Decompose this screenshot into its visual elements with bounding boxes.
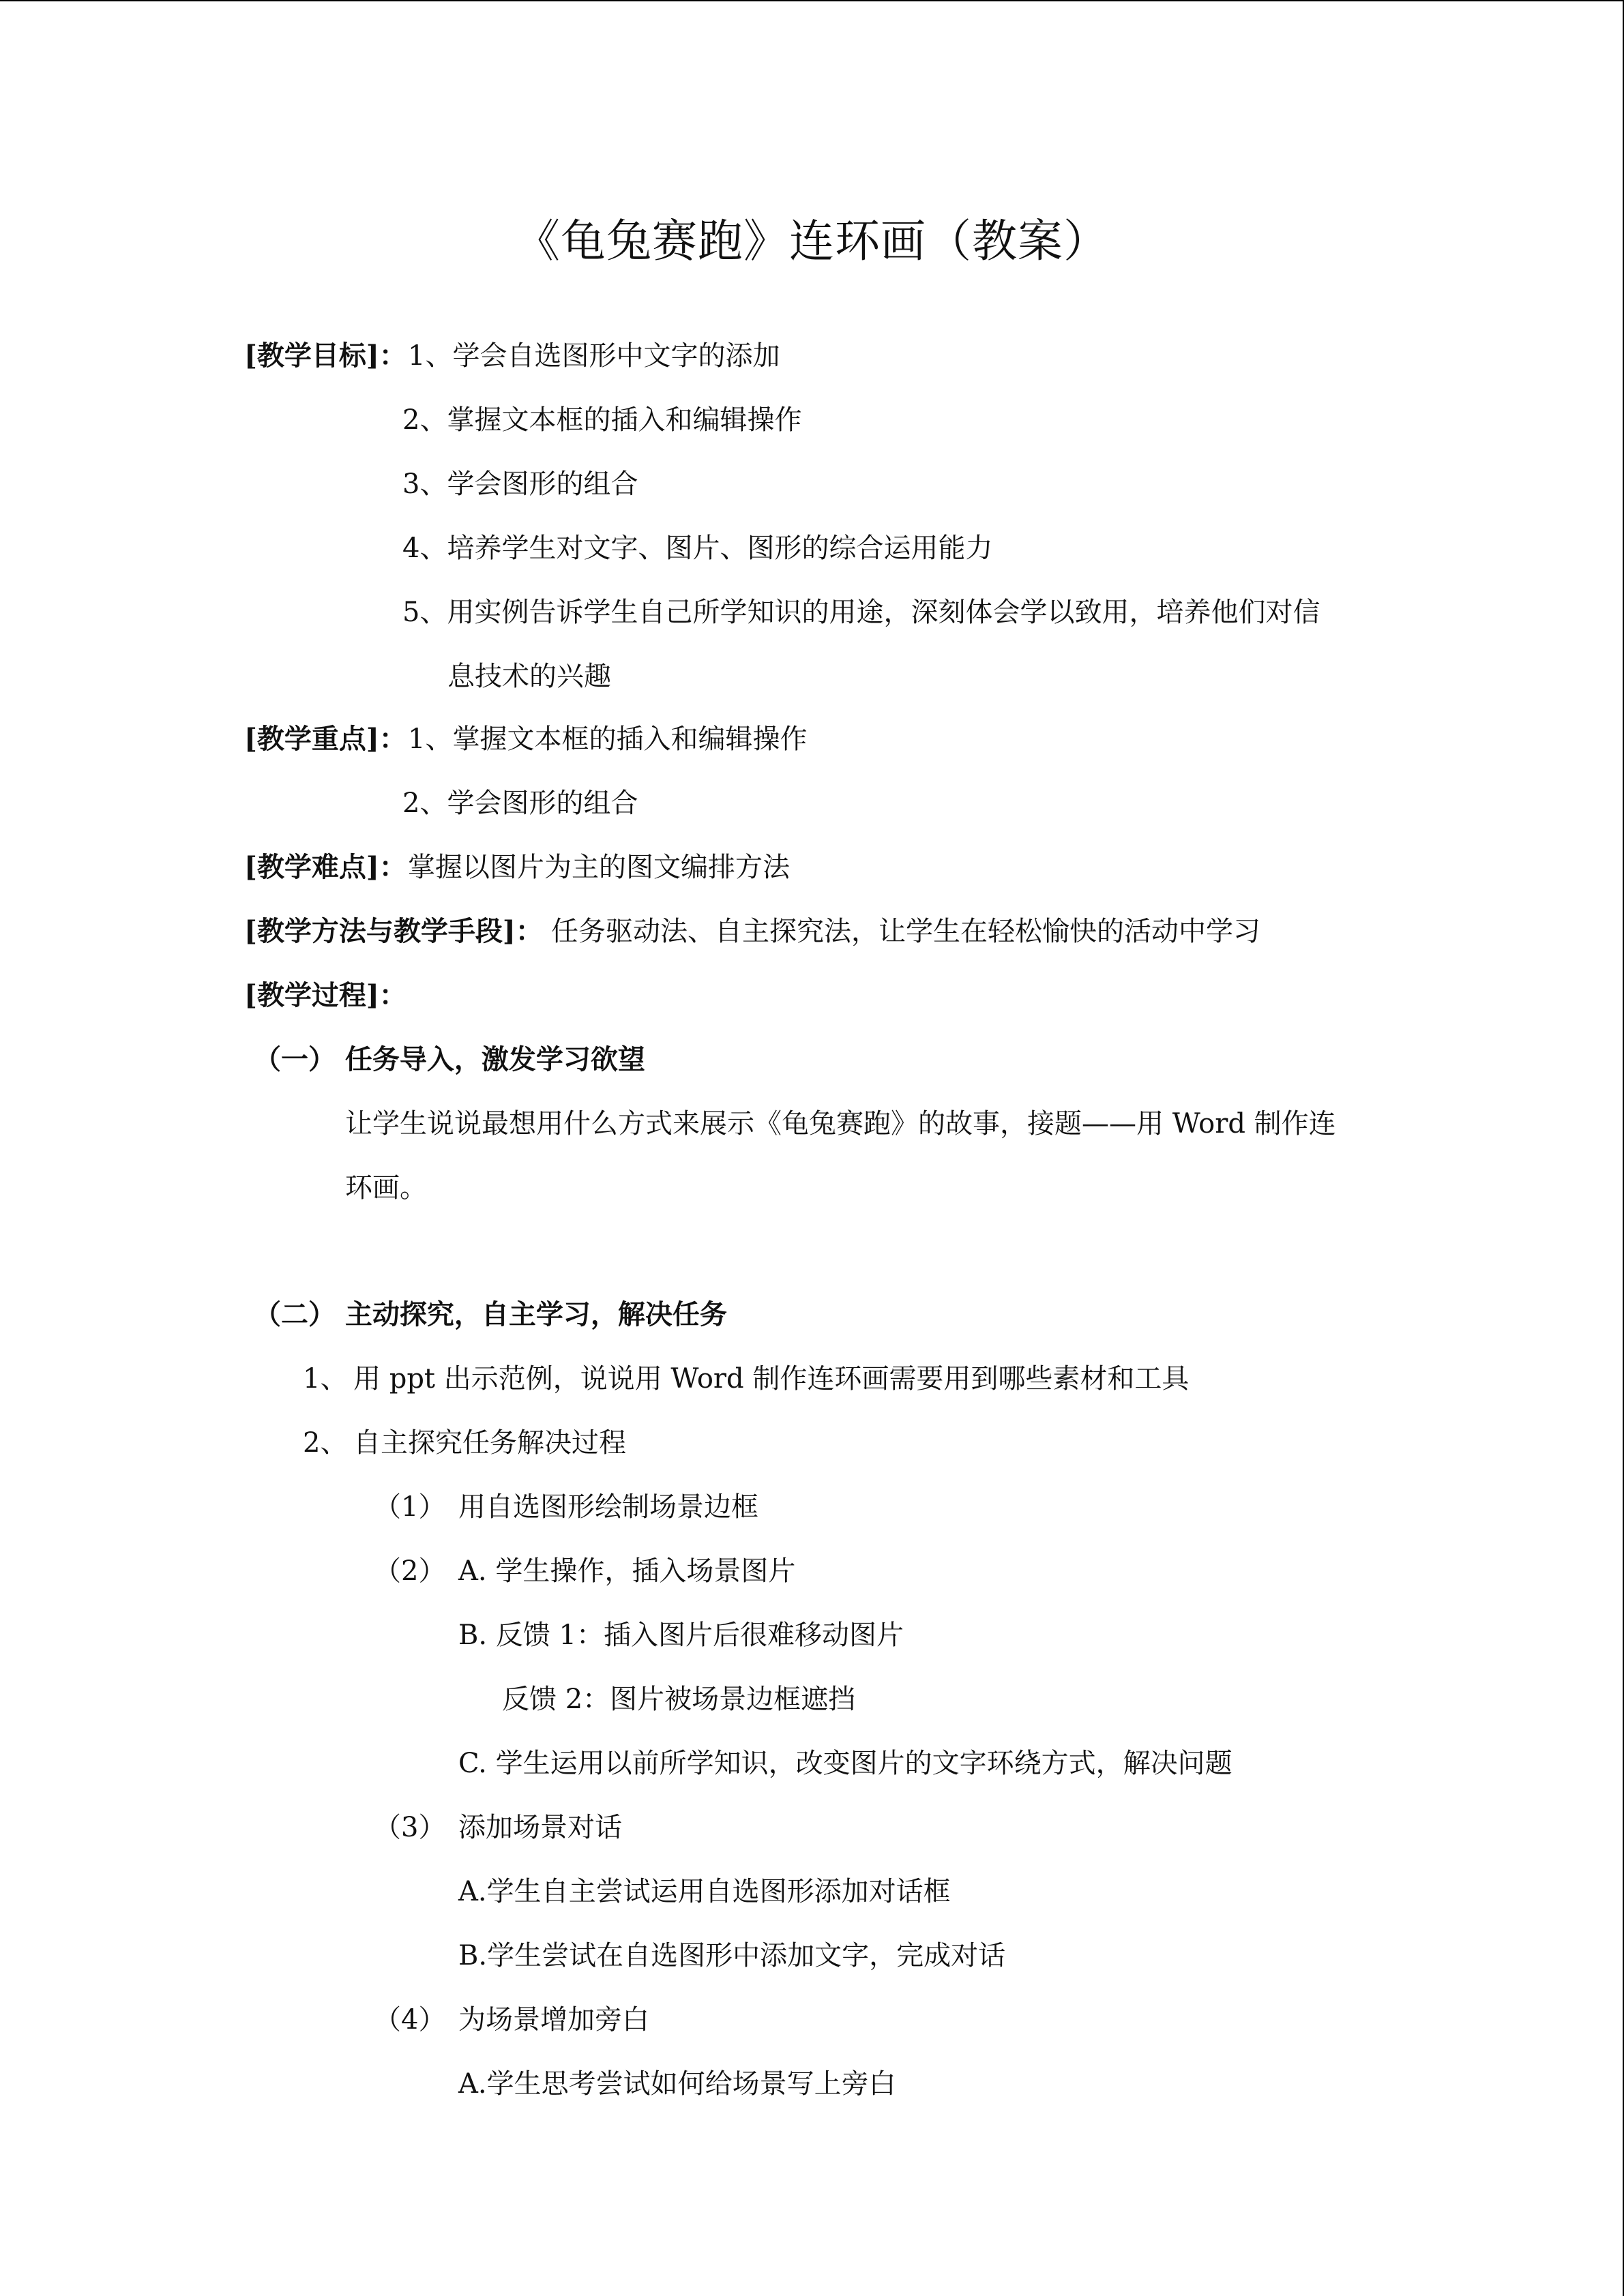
- process-label: [教学过程]：: [244, 979, 407, 1011]
- difficulties-label: [教学难点]：: [244, 851, 407, 883]
- substep-text: B.学生尝试在自选图形中添加文字，完成对话: [458, 1940, 1006, 1971]
- objectives-label: [教学目标]：: [244, 340, 407, 372]
- objective-item: 5、用实例告诉学生自己所学知识的用途，深刻体会学以致用，培养他们对信: [402, 597, 1320, 628]
- substep-number: （4）: [374, 2004, 446, 2036]
- section1-line: 让学生说说最想用什么方式来展示《龟兔赛跑》的故事，接题——用 Word 制作连: [345, 1108, 1336, 1139]
- objective-item: 2、掌握文本框的插入和编辑操作: [402, 404, 802, 436]
- methods-label: [教学方法与教学手段]：: [244, 915, 543, 947]
- section2-heading: （二） 主动探究，自主学习，解决任务: [254, 1298, 727, 1330]
- substep-text: A.学生自主尝试运用自选图形添加对话框: [458, 1876, 951, 1907]
- step-number: 2、: [303, 1427, 348, 1459]
- substep-text: A.学生思考尝试如何给场景写上旁白: [458, 2068, 896, 2100]
- substep-number: （3）: [374, 1812, 446, 1843]
- document-title: 《龟兔赛跑》连环画（教案）: [515, 215, 1109, 267]
- key-point-item: 1、掌握文本框的插入和编辑操作: [408, 724, 808, 755]
- objective-item-continuation: 息技术的兴趣: [447, 661, 611, 692]
- methods-text: 任务驱动法、自主探究法，让学生在轻松愉快的活动中学习: [551, 916, 1260, 947]
- substep-text: B. 反馈 1：插入图片后很难移动图片: [458, 1620, 904, 1651]
- section1-heading: （一） 任务导入，激发学习欲望: [254, 1043, 645, 1075]
- key-points-label: [教学重点]：: [244, 723, 407, 755]
- substep-text: A. 学生操作，插入场景图片: [458, 1555, 796, 1587]
- substep-text: 反馈 2：图片被场景边框遮挡: [502, 1684, 856, 1715]
- key-point-item: 2、学会图形的组合: [402, 788, 638, 819]
- substep-number: （2）: [374, 1555, 446, 1587]
- difficulties-text: 掌握以图片为主的图文编排方法: [408, 852, 790, 883]
- objective-item: 1、学会自选图形中文字的添加: [408, 340, 780, 372]
- substep-text: 添加场景对话: [458, 1812, 622, 1843]
- objective-item: 4、培养学生对文字、图片、图形的综合运用能力: [402, 533, 993, 564]
- step-number: 1、: [303, 1363, 348, 1395]
- substep-number: （1）: [374, 1491, 446, 1523]
- substep-text: C. 学生运用以前所学知识，改变图片的文字环绕方式，解决问题: [458, 1748, 1232, 1779]
- substep-text: 为场景增加旁白: [458, 2004, 649, 2036]
- step-text: 用 ppt 出示范例，说说用 Word 制作连环画需要用到哪些素材和工具: [353, 1363, 1190, 1395]
- substep-text: 用自选图形绘制场景边框: [458, 1491, 758, 1523]
- step-text: 自主探究任务解决过程: [353, 1427, 626, 1459]
- section1-line: 环画。: [345, 1172, 427, 1204]
- objective-item: 3、学会图形的组合: [402, 468, 638, 500]
